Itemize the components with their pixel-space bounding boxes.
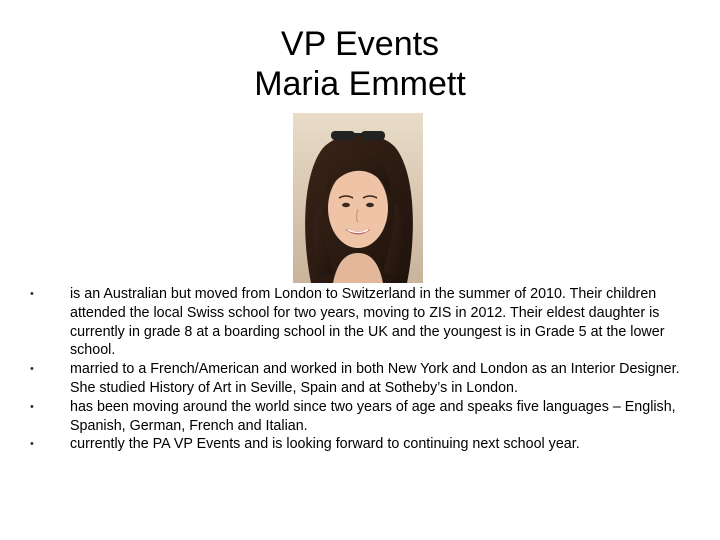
title-person-name: Maria Emmett xyxy=(254,65,466,103)
slide-title xyxy=(60,24,660,104)
portrait-image xyxy=(293,113,423,283)
bio-bullet-text: currently the PA VP Events and is looking forward to continuing next school year. xyxy=(70,436,580,453)
bio-bullet-item xyxy=(30,360,680,398)
title-role: VP Events xyxy=(280,25,440,63)
bullet-marker: • xyxy=(30,438,34,451)
bio-bullet-text: has been moving around the world since two years of age and speaks five languages – English, Spanish, German, French and Italian. xyxy=(70,398,676,434)
bio-bullet-item xyxy=(30,398,680,436)
bio-bullet-item xyxy=(30,435,680,454)
portrait-photo xyxy=(293,113,423,283)
bullet-marker: • xyxy=(30,363,34,376)
bullet-marker: • xyxy=(30,400,34,413)
bio-bullet-list xyxy=(30,285,680,454)
bio-bullet-item xyxy=(30,285,680,360)
bio-bullet-text: is an Australian but moved from London to Switzerland in the summer of 2010. Their children attended the local Swiss school for two years, moving to ZIS in 2012. Their eldest daughter is currently in grade 8 at a boarding school in the UK and the youngest is in Grade 5 at the lower school. xyxy=(70,286,665,359)
bio-bullet-text: married to a French/American and worked in both New York and London as an Interior Designer. She studied History of Art in Seville, Spain and at Sotheby’s in London. xyxy=(70,361,680,396)
bullet-marker: • xyxy=(30,288,34,300)
